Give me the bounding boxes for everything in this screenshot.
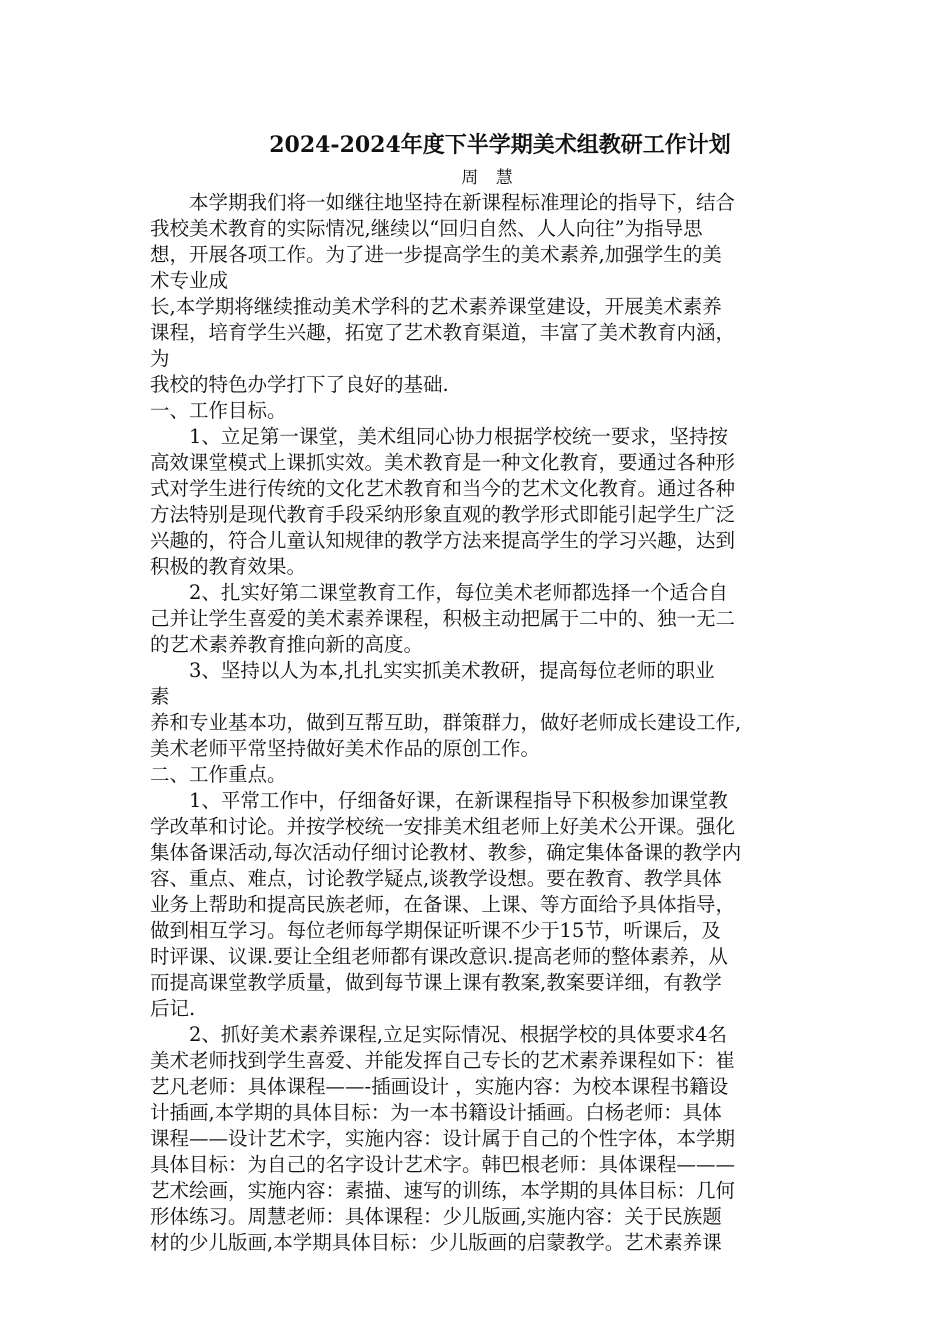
paragraph: [150, 1022, 810, 1256]
text-line: 我校的特色办学打下了良好的基础.: [150, 373, 449, 396]
document-body: [150, 190, 810, 1256]
text-line: 一、工作目标。: [150, 399, 287, 422]
paragraph: [150, 580, 810, 658]
text-line: 为: [150, 347, 170, 370]
text-line: 美术老师平常坚持做好美术作品的原创工作。: [150, 737, 541, 760]
text-line: 术专业成: [150, 269, 229, 292]
text-line: 兴趣的，符合儿童认知规律的教学方法来提高学生的学习兴趣，达到: [150, 529, 736, 552]
text-line: 容、重点、难点，讨论教学疑点,谈教学设想。要在教育、教学具体: [150, 867, 722, 890]
document-author: 周 慧: [461, 168, 519, 188]
text-line: 二、工作重点。: [150, 763, 287, 786]
text-line: 长,本学期将继续推动美术学科的艺术素养课堂建设，开展美术素养: [150, 295, 722, 318]
text-line: 高效课堂模式上课抓实效。美术教育是一种文化教育，要通过各种形: [150, 451, 736, 474]
text-line: 想，开展各项工作。为了进一步提高学生的美术素养,加强学生的美: [150, 243, 722, 266]
paragraph: [150, 424, 810, 580]
document-title: 2024-2024年度下半学期美术组教研工作计划: [269, 132, 731, 158]
text-line: 美术老师找到学生喜爱、并能发挥自己专长的艺术素养课程如下：崔: [150, 1049, 736, 1072]
text-line: 2、扎实好第二课堂教育工作，每位美术老师都选择一个适合自: [189, 581, 728, 604]
text-line: 而提高课堂教学质量，做到每节课上课有教案,教案要详细，有教学: [150, 971, 722, 994]
paragraph: [150, 294, 810, 372]
text-line: 方法特别是现代教育手段采纳形象直观的教学形式即能引起学生广泛: [150, 503, 736, 526]
text-line: 1、立足第一课堂，美术组同心协力根据学校统一要求，坚持按: [189, 425, 728, 448]
paragraph: [150, 398, 810, 424]
paragraph: [150, 190, 810, 294]
paragraph: [150, 762, 810, 788]
text-line: 养和专业基本功，做到互帮互助，群策群力，做好老师成长建设工作,: [150, 711, 742, 734]
text-line: 3、坚持以人为本,扎扎实实抓美术教研，提高每位老师的职业: [189, 659, 715, 682]
text-line: 艺术绘画，实施内容：素描、速写的训练，本学期的具体目标：几何: [150, 1179, 736, 1202]
paragraph: [150, 372, 810, 398]
text-line: 素: [150, 685, 170, 708]
paragraph: [150, 710, 810, 762]
text-line: 做到相互学习。每位老师每学期保证听课不少于15节，听课后，及: [150, 919, 721, 942]
text-line: 艺凡老师：具体课程——-插画设计 ，实施内容：为校本课程书籍设: [150, 1075, 729, 1098]
text-line: 业务上帮助和提高民族老师，在备课、上课、等方面给予具体指导，: [150, 893, 736, 916]
text-line: 计插画,本学期的具体目标：为一本书籍设计插画。白杨老师：具体: [150, 1101, 722, 1124]
text-line: 学改革和讨论。并按学校统一安排美术组老师上好美术公开课。强化: [150, 815, 736, 838]
text-line: 1、平常工作中，仔细备好课，在新课程指导下积极参加课堂教: [189, 789, 728, 812]
text-line: 时评课、议课.要让全组老师都有课改意识.提高老师的整体素养，从: [150, 945, 728, 968]
paragraph: [150, 658, 810, 710]
text-line: 具体目标：为自己的名字设计艺术字。韩巴根老师：具体课程———: [150, 1153, 736, 1176]
paragraph: [150, 788, 810, 1022]
text-line: 本学期我们将一如继往地坚持在新课程标准理论的指导下，结合: [189, 191, 736, 214]
text-line: 课程，培育学生兴趣，拓宽了艺术教育渠道，丰富了美术教育内涵，: [150, 321, 736, 344]
text-line: 课程——设计艺术字，实施内容：设计属于自己的个性字体，本学期: [150, 1127, 736, 1150]
text-line: 积极的教育效果。: [150, 555, 307, 578]
text-line: 材的少儿版画,本学期具体目标：少儿版画的启蒙教学。艺术素养课: [150, 1231, 722, 1254]
text-line: 集体备课活动,每次活动仔细讨论教材、教参，确定集体备课的教学内: [150, 841, 742, 864]
text-line: 2、抓好美术素养课程,立足实际情况、根据学校的具体要求4名: [189, 1023, 728, 1046]
text-line: 形体练习。周慧老师：具体课程：少儿版画,实施内容：关于民族题: [150, 1205, 722, 1228]
text-line: 式对学生进行传统的文化艺术教育和当今的艺术文化教育。通过各种: [150, 477, 736, 500]
text-line: 后记.: [150, 997, 196, 1020]
text-line: 己并让学生喜爱的美术素养课程，积极主动把属于二中的、独一无二: [150, 607, 736, 630]
text-line: 我校美术教育的实际情况,继续以“回归自然、人人向往”为指导思: [150, 217, 703, 240]
text-line: 的艺术素养教育推向新的高度。: [150, 633, 424, 656]
document-page: [150, 128, 810, 1256]
